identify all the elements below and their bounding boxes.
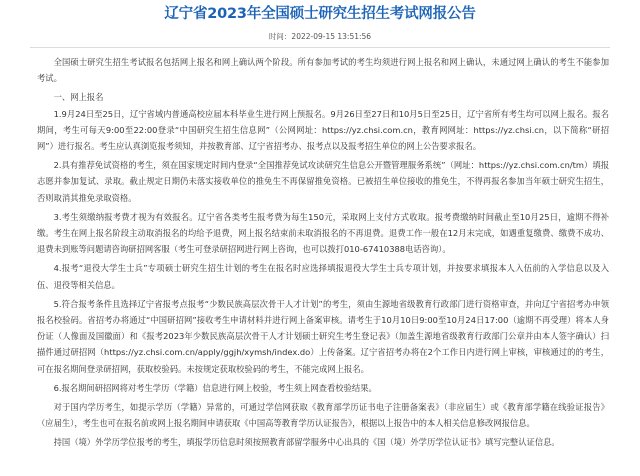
paragraph-2: 2.具有推荐免试资格的考生，须在国家规定时间内登录“全国推荐免试攻读研究生信息公开暨管理服务系统”（网址：https://yz.chsi.com.cn/tm）填报志愿并参加复试、录取。截止规定日期仍未落实接收单位的推免生不再保留推免资格。已被招生单位接收的推免生，不得再报名参加当年硕士研究生招生，否则取消其推免录取资格。 bbox=[37, 160, 609, 203]
paragraph-5: 5.符合报考条件且选择辽宁省报考点报考“少数民族高层次骨干人才计划”的考生，须由生源地省级教育行政部门进行资格审查，并向辽宁省招考办申领报名校验码。省招考办将通过“中国研招网”接收考生申请材料并进行网上备案审核。请考生于10月10日9:00至10月24日17:00（逾期不再受理）将本人身份证（人像面及国徽面）和《报考2023年少数民族高层次骨干人才计划硕士研究生考生登记表》（加盖生源地省级教育行政部门公章并由本人签字确认）扫描件通过研招网（https://yz.chsi.com.cn/apply/ggjh/xymsh/index.do）上传备案。辽宁省招考办将在2个工作日内进行网上审核，审核通过的的考生，可在报名期间登录研招网，获取校验码。未按规定获取校验码的考生，不能完成网上报名。 bbox=[37, 298, 609, 374]
intro-paragraph: 全国硕士研究生招生考试报名包括网上报名和网上确认两个阶段。所有参加考试的考生均须进行网上报名和网上确认，未通过网上确认的考生不能参加考试。 bbox=[37, 57, 609, 84]
paragraph-7: 对于国内学历考生，如提示学历（学籍）异常的，可通过学信网获取《教育部学历证书电子注册备案表》（非应届生）或《教育部学籍在线验证报告》（应届生），考生也可在报名前或网上报名期间申请获取《中国高等教育学历认证报告》，根据以上报告中的本人相关信息修改网报信息。 bbox=[37, 402, 609, 429]
page-title: 辽宁省2023年全国硕士研究生招生考试网报公告 bbox=[164, 6, 476, 22]
article-body bbox=[37, 54, 609, 454]
paragraph-6: 6.报名期间研招网将对考生学历（学籍）信息进行网上校验，考生须上网查看校验结果。 bbox=[53, 382, 377, 393]
paragraph-4: 4.报考“退役大学生士兵”专项硕士研究生招生计划的考生在报名时应选择填报退役大学生士兵专项计划，并按要求填报本人入伍前的入学信息以及入伍、退役等相关信息。 bbox=[37, 263, 609, 290]
paragraph-3: 3.考生须缴纳报考费才视为有效报名。辽宁省各类考生报考费为每生150元，采取网上支付方式收取。报考费缴纳时间截止至10月25日，逾期不得补缴。考生在网上报名阶段主动取消报名的均给予退费，网上报名结束前未取消报名的不再退费。退费工作一般在12月末完成，如遇重复缴费、缴费不成功、退费未到账等问题请咨询研招网客服（考生可登录研招网进行网上咨询，也可以拨打010-67410388电话咨询）。 bbox=[37, 211, 609, 255]
paragraph-8: 持国（境）外学历学位报考的考生，填报学历信息时须按照教育部留学服务中心出具的《国（境）外学历学位认证书》填写完整认证信息。 bbox=[53, 437, 560, 448]
publish-time: 时间：2022-09-15 13:51:56 bbox=[268, 32, 372, 41]
section-heading: 一、网上报名 bbox=[53, 92, 104, 103]
divider bbox=[30, 47, 610, 48]
paragraph-1: 1.9月24日至25日，辽宁省域内普通高校应届本科毕业生进行网上预报名。9月26日至27日和10月5日至25日，辽宁省所有考生均可以网上报名。报名期间，考生可每天9:00至22:00登录“中国研究生招生信息网”（公网网址：https://yz.chsi.com.cn，教育网网址：https://yz.chsi.cn，以下简称“研招网”）进行报名。考生应认真浏览报考须知，并按教育部、辽宁省招考办、报考点以及报考招生单位的网上公告要求报名。 bbox=[37, 108, 609, 152]
